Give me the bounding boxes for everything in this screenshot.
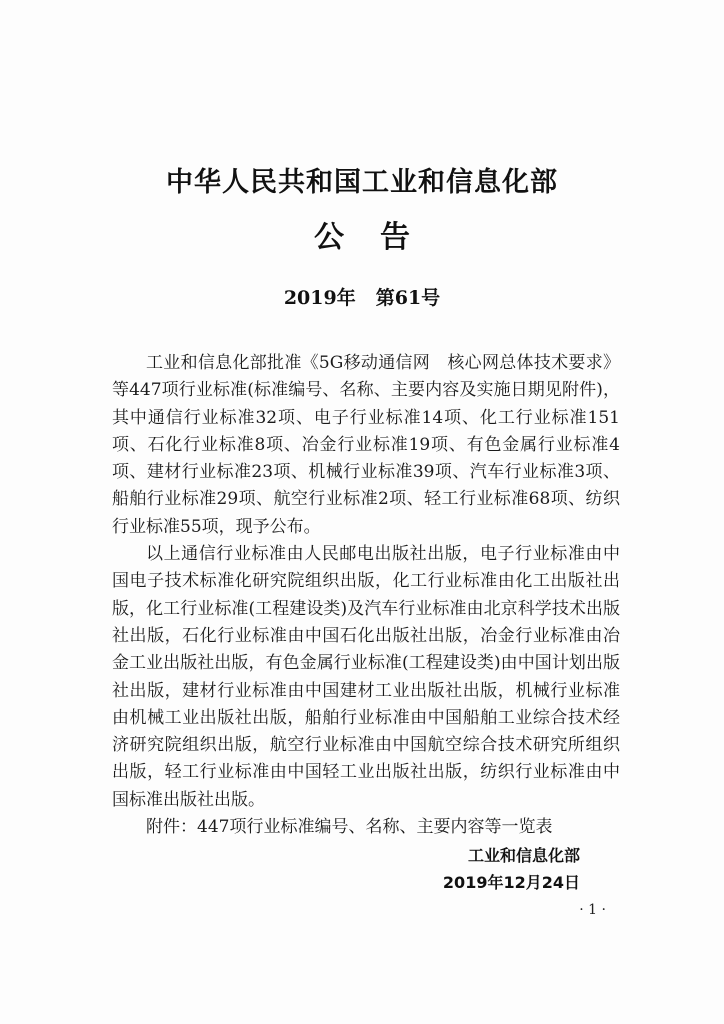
document-type-heading: 公告 — [314, 220, 446, 255]
document-year: 2019年 — [283, 287, 356, 309]
page-number: · 1 · — [579, 902, 606, 918]
document-number — [0, 283, 724, 310]
paragraph-publishers: 以上通信行业标准由人民邮电出版社出版，电子行业标准由中国电子技术标准化研究院组织出版，化工行业标准由化工出版社出版，化工行业标准(工程建设类)及汽车行业标准由北京科学技术出版社出版，石化行业标准由中国石化出版社出版，冶金行业标准由冶金工业出版社出版，有色金属行业标准(工程建设类)由中国计划出版社出版，建材行业标准由中国建材工业出版社出版，机械行业标准由机械工业出版社出版，船舶行业标准由中国船舶工业综合技术经济研究院组织出版，航空行业标准由中国航空综合技术研究所组织出版，轻工行业标准由中国轻工业出版社出版，纺织行业标准由中国标准出版社出版。 — [112, 544, 620, 810]
paragraph-attachment: 附件：447项行业标准编号、名称、主要内容等一览表 — [146, 817, 553, 838]
issuer-name: 工业和信息化部 — [467, 846, 580, 865]
paragraph-approval: 工业和信息化部批准《5G移动通信网 核心网总体技术要求》等447项行业标准(标准编号、名称、主要内容及实施日期见附件)，其中通信行业标准32项、电子行业标准14项、化工行业标准151项、石化行业标准8项、冶金行业标准19项、有色金属行业标准4项、建材行业标准23项、机械行业标准39项、汽车行业标准3项、船舶行业标准29项、航空行业标准2项、轻工行业标准68项、纺织行业标准55项，现予公布。 — [112, 353, 620, 537]
announcement-body — [112, 350, 620, 841]
ministry-title: 中华人民共和国工业和信息化部 — [166, 167, 558, 198]
issue-date: 2019年12月24日 — [442, 873, 580, 892]
document-serial-number: 第61号 — [375, 287, 441, 309]
signature-block — [443, 842, 580, 896]
